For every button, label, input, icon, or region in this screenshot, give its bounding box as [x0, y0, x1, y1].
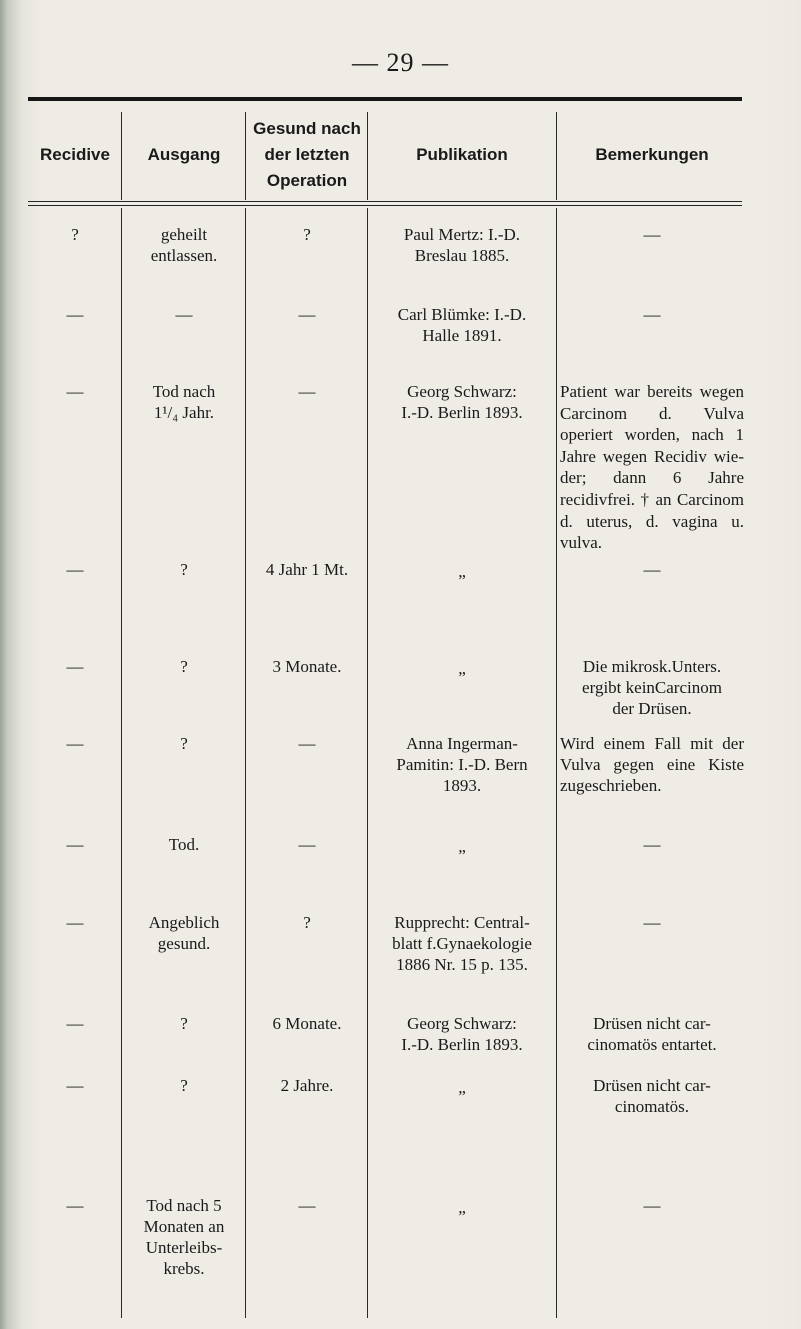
cell-bemerkungen: Die mikrosk.Unters. ergibt keinCarcinom der Drüsen. — [582, 657, 722, 718]
cell-ausgang: Tod nach 5 Monaten an Unterleibs- krebs. — [143, 1196, 225, 1278]
cell-bemerkungen: Drüsen nicht car- cinomatös. — [593, 1076, 711, 1116]
cell-bemerkungen: — — [643, 1196, 661, 1215]
cell-bemerkungen: Wird einem Fall mit der Vulva gegen eine Kiste zugeschrieben. — [560, 734, 744, 795]
header-ausgang: Ausgang — [147, 145, 221, 164]
cell-gesund: — — [298, 1196, 316, 1215]
cell-gesund: — — [298, 835, 316, 854]
cell-ausgang: ? — [180, 1076, 188, 1095]
cell-ausgang: — — [175, 305, 193, 324]
header-divider-2 — [245, 112, 246, 200]
cell-publikation: „ — [458, 1198, 466, 1217]
cell-gesund: 3 Monate. — [272, 657, 342, 676]
column-divider-3 — [367, 208, 368, 1318]
cell-publikation: „ — [458, 659, 466, 678]
cell-ausgang: ? — [180, 1014, 188, 1033]
cell-gesund: ? — [303, 225, 311, 244]
cell-ausgang: ? — [180, 657, 188, 676]
cell-recidive: — — [66, 382, 84, 401]
cell-publikation: „ — [458, 562, 466, 581]
header-divider-1 — [121, 112, 122, 200]
cell-bemerkungen: — — [643, 560, 661, 579]
cell-ausgang: geheilt entlassen. — [150, 225, 218, 265]
header-gesund-nach-operation: Gesund nach der letzten Operation — [253, 119, 361, 190]
page-number: — 29 — — [352, 48, 449, 77]
cell-publikation: Anna Ingerman- Pamitin: I.-D. Bern 1893. — [396, 734, 528, 795]
cell-ausgang: ? — [180, 560, 188, 579]
header-recidive: Recidive — [40, 145, 110, 164]
cell-recidive: — — [66, 913, 84, 932]
cell-publikation: Georg Schwarz: I.-D. Berlin 1893. — [401, 382, 523, 422]
cell-gesund: 4 Jahr 1 Mt. — [265, 560, 349, 579]
cell-ausgang: ? — [180, 734, 188, 753]
cell-recidive: — — [66, 1196, 84, 1215]
cell-bemerkungen: — — [643, 225, 661, 244]
cell-publikation: „ — [458, 837, 466, 856]
cell-gesund: ? — [303, 913, 311, 932]
header-rule-2 — [28, 205, 742, 206]
cell-recidive: — — [66, 560, 84, 579]
cell-recidive: — — [66, 1014, 84, 1033]
cell-bemerkungen: Drüsen nicht car- cinomatös entartet. — [587, 1014, 717, 1054]
cell-gesund: — — [298, 382, 316, 401]
cell-ausgang: Angeblich gesund. — [148, 913, 220, 953]
cell-publikation: Rupprecht: Central- blatt f.Gynaekologie 1886 Nr. 15 p. 135. — [392, 913, 532, 974]
column-divider-2 — [245, 208, 246, 1318]
cell-recidive: ? — [71, 225, 79, 244]
header-divider-4 — [556, 112, 557, 200]
cell-publikation: Georg Schwarz: I.-D. Berlin 1893. — [401, 1014, 523, 1054]
header-rule-1 — [28, 201, 742, 202]
column-divider-1 — [121, 208, 122, 1318]
cell-ausgang: Tod. — [168, 835, 200, 854]
cell-recidive: — — [66, 734, 84, 753]
cell-recidive: — — [66, 1076, 84, 1095]
cell-bemerkungen: Patient war bereits wegen Carcinom d. Vulva operiert worden, nach 1 Jahre wegen Recidiv wieder; dann 6 Jahre recidivfrei. † an Carcinom d. uterus, d. vagina u. vulva. — [560, 382, 744, 553]
cell-recidive: — — [66, 835, 84, 854]
cell-recidive: — — [66, 657, 84, 676]
cell-gesund: — — [298, 734, 316, 753]
cell-gesund: 2 Jahre. — [280, 1076, 334, 1095]
cell-publikation: Paul Mertz: I.-D. Breslau 1885. — [403, 225, 521, 265]
cell-gesund: 6 Monate. — [272, 1014, 342, 1033]
header-divider-3 — [367, 112, 368, 200]
cell-bemerkungen: — — [643, 305, 661, 324]
cell-publikation: Carl Blümke: I.-D. Halle 1891. — [397, 305, 527, 345]
header-bemerkungen: Bemerkungen — [595, 145, 709, 164]
cell-ausgang: Tod nach 1¹/₄ Jahr. — [152, 382, 216, 422]
cell-bemerkungen: — — [643, 835, 661, 854]
cell-bemerkungen: — — [643, 913, 661, 932]
cell-publikation: „ — [458, 1078, 466, 1097]
cell-gesund: — — [298, 305, 316, 324]
cell-recidive: — — [66, 305, 84, 324]
header-publikation: Publikation — [416, 145, 508, 164]
column-divider-4 — [556, 208, 557, 1318]
table-top-rule — [28, 97, 742, 101]
